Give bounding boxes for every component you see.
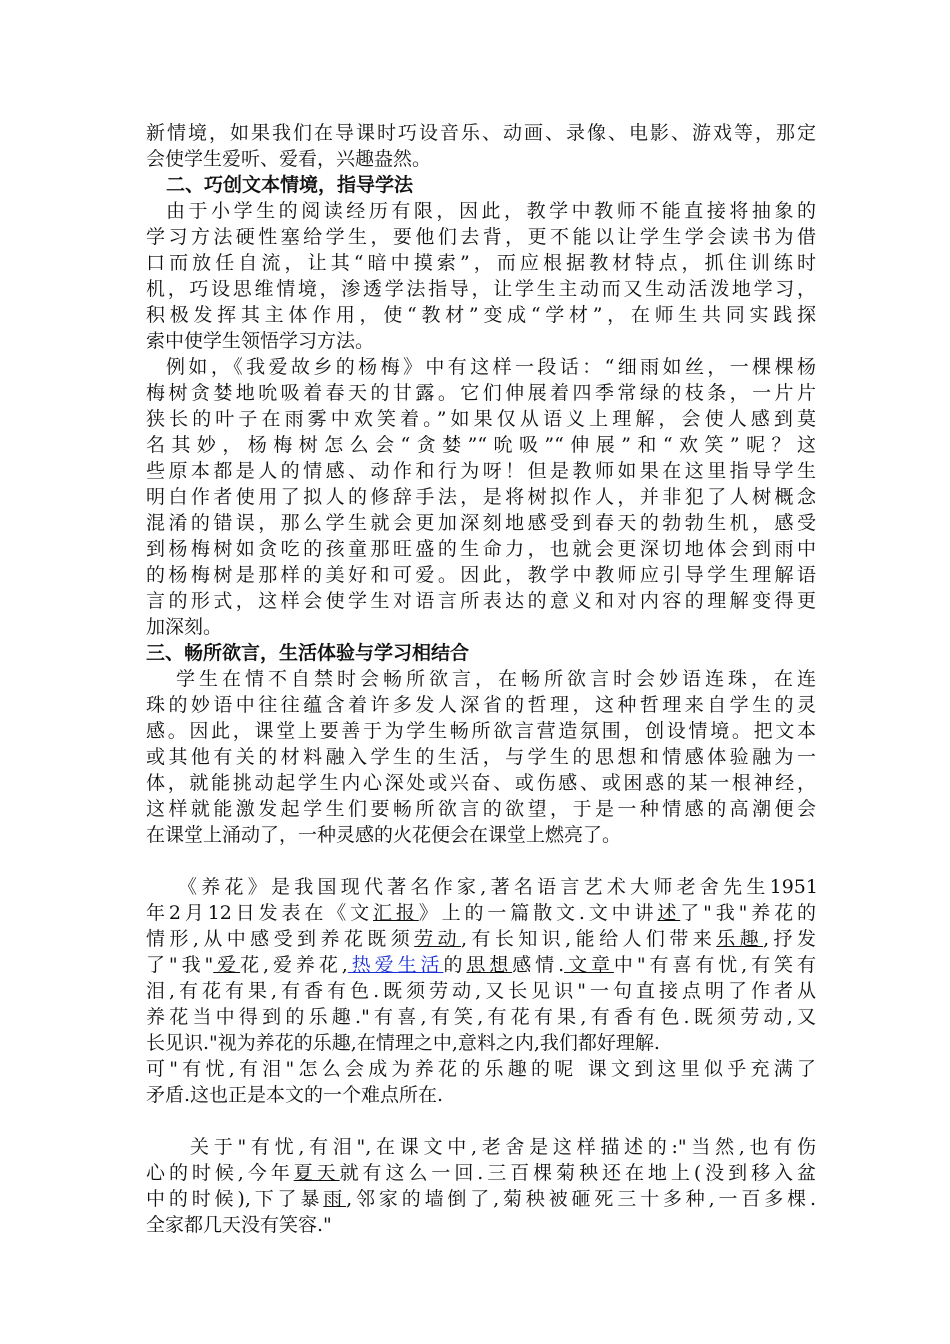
text-run: 中"有喜有忧,有笑有 <box>613 954 816 976</box>
text-line: 全家都几天没有笑容." <box>146 1214 332 1236</box>
text-line: 言的形式，这样会使学生对语言所表达的意义和对内容的理解变得更 <box>146 590 816 612</box>
text-run: 感情. <box>512 954 565 976</box>
text-line: 在课堂上涌动了，一种灵感的火花便会在课堂上燃亮了。 <box>146 824 622 846</box>
text-run: 情形,从中感受到养花既须 <box>146 928 415 950</box>
text-run: ,邻家的墙倒了,菊秧被砸死三十多种,一百多棵. <box>346 1188 816 1210</box>
text-line: 珠的妙语中往往蕴含着许多发人深省的哲理，这种哲理来自学生的灵 <box>146 694 816 716</box>
text-line: 养花当中得到的乐趣."有喜,有笑,有花有果,有香有色.既须劳动,又 <box>146 1006 816 1028</box>
text-run: 的 <box>443 954 467 976</box>
hyperlink-rearshenghuo[interactable]: 热爱生活 <box>347 954 444 976</box>
text-line <box>146 1186 816 1212</box>
underlined-word: 乐趣 <box>716 928 764 950</box>
text-run: ,有长知识,能给人们带来 <box>461 928 717 950</box>
underlined-word: 劳动 <box>414 928 462 950</box>
text-line: 长见识."视为养花的乐趣,在情理之中,意料之内,我们都好理解. <box>146 1032 660 1054</box>
text-line: 梅树贪婪地吮吸着春天的甘露。它们伸展着四季常绿的枝条，一片片 <box>146 382 816 404</box>
text-line: 或其他有关的材料融入学生的生活，与学生的思想和情感体验融为一 <box>146 746 816 768</box>
underlined-word: 雨 <box>323 1188 347 1210</box>
text-line <box>146 1160 816 1186</box>
text-line: 学生在情不自禁时会畅所欲言，在畅所欲言时会妙语连珠，在连 <box>176 668 816 690</box>
text-line: 《养花》是我国现代著名作家,著名语言艺术大师老舍先生1951 <box>178 876 818 898</box>
text-line <box>146 900 816 926</box>
text-run: 就有这么一回.三百棵菊秧还在地上(没到移入盆 <box>339 1162 816 1184</box>
text-line <box>146 926 816 952</box>
text-line: 由于小学生的阅读经历有限，因此，教学中教师不能直接将抽象的 <box>166 200 816 222</box>
text-run: 了"我" <box>146 954 214 976</box>
text-line: 混淆的错误，那么学生就会更加深刻地感受到春天的勃勃生机，感受 <box>146 512 816 534</box>
text-line: 体，就能挑动起学生内心深处或兴奋、或伤感、或困惑的某一根神经， <box>146 772 816 794</box>
text-line: 学习方法硬性塞给学生，要他们去背，更不能以让学生学会读书为借 <box>146 226 816 248</box>
section-heading: 二、巧创文本情境，指导学法 <box>166 174 414 196</box>
text-run: 年2月12日发表在《文 <box>146 902 373 924</box>
underlined-word: 述 <box>657 902 681 924</box>
section-heading: 三、畅所欲言，生活体验与学习相结合 <box>146 642 470 664</box>
text-line: 到杨梅树如贪吃的孩童那旺盛的生命力，也就会更深切地体会到雨中 <box>146 538 816 560</box>
text-run: 了"我"养花的 <box>680 902 816 924</box>
text-line: 新情境，如果我们在导课时巧设音乐、动画、录像、电影、游戏等，那定 <box>146 122 816 144</box>
text-line: 这样就能激发起学生们要畅所欲言的欲望，于是一种情感的高潮便会 <box>146 798 816 820</box>
text-line: 名其妙，杨梅树怎么会“贪婪”“吮吸”“伸展”和“欢笑”呢？这 <box>146 434 816 456</box>
text-line: 机，巧设思维情境，渗透学法指导，让学生主动而又生动活泼地学习， <box>146 278 816 300</box>
text-line: 关于"有忧,有泪",在课文中,老舍是这样描述的:"当然,也有伤 <box>190 1136 816 1158</box>
text-line: 矛盾.这也正是本文的一个难点所在. <box>146 1084 444 1106</box>
text-run: 中的时候),下了暴 <box>146 1188 324 1210</box>
text-run: 心的时候,今年 <box>146 1162 294 1184</box>
text-line: 例如，《我爱故乡的杨梅》中有这样一段话：“细雨如丝，一棵棵杨 <box>166 356 816 378</box>
text-run: ,抒发 <box>763 928 816 950</box>
text-line: 些原本都是人的情感、动作和行为呀！但是教师如果在这里指导学生 <box>146 460 816 482</box>
text-line: 可"有忧,有泪"怎么会成为养花的乐趣的呢 课文到这里似乎充满了 <box>146 1058 816 1080</box>
text-line: 的杨梅树是那样的美好和可爱。因此，教学中教师应引导学生理解语 <box>146 564 816 586</box>
text-line <box>146 952 816 978</box>
text-line: 狭长的叶子在雨雾中欢笑着。”如果仅从语义上理解，会使人感到莫 <box>146 408 816 430</box>
text-run: 花,爱养花, <box>240 954 348 976</box>
text-line: 泪,有花有果,有香有色.既须劳动,又长见识"一句直接点明了作者从 <box>146 980 816 1002</box>
underlined-word: 思想 <box>466 954 513 976</box>
underlined-word: 汇报 <box>373 902 419 924</box>
underlined-word: 爱 <box>213 954 241 976</box>
text-line: 感。因此，课堂上要善于为学生畅所欲言营造氛围，创设情境。把文本 <box>146 720 816 742</box>
text-line: 明白作者使用了拟人的修辞手法，是将树拟作人，并非犯了人树概念 <box>146 486 816 508</box>
text-line: 会使学生爱听、爱看，兴趣盎然。 <box>146 148 432 170</box>
text-line: 积极发挥其主体作用，使“教材”变成“学材”，在师生共同实践探 <box>146 304 816 326</box>
text-line: 加深刻。 <box>146 616 223 638</box>
text-line: 口而放任自流，让其“暗中摸索”，而应根据教材特点，抓住训练时 <box>146 252 816 274</box>
underlined-word: 文章 <box>564 954 614 976</box>
text-line: 索中使学生领悟学习方法。 <box>146 330 375 352</box>
text-run: 》上的一篇散文.文中讲 <box>418 902 658 924</box>
underlined-word: 夏天 <box>293 1162 340 1184</box>
